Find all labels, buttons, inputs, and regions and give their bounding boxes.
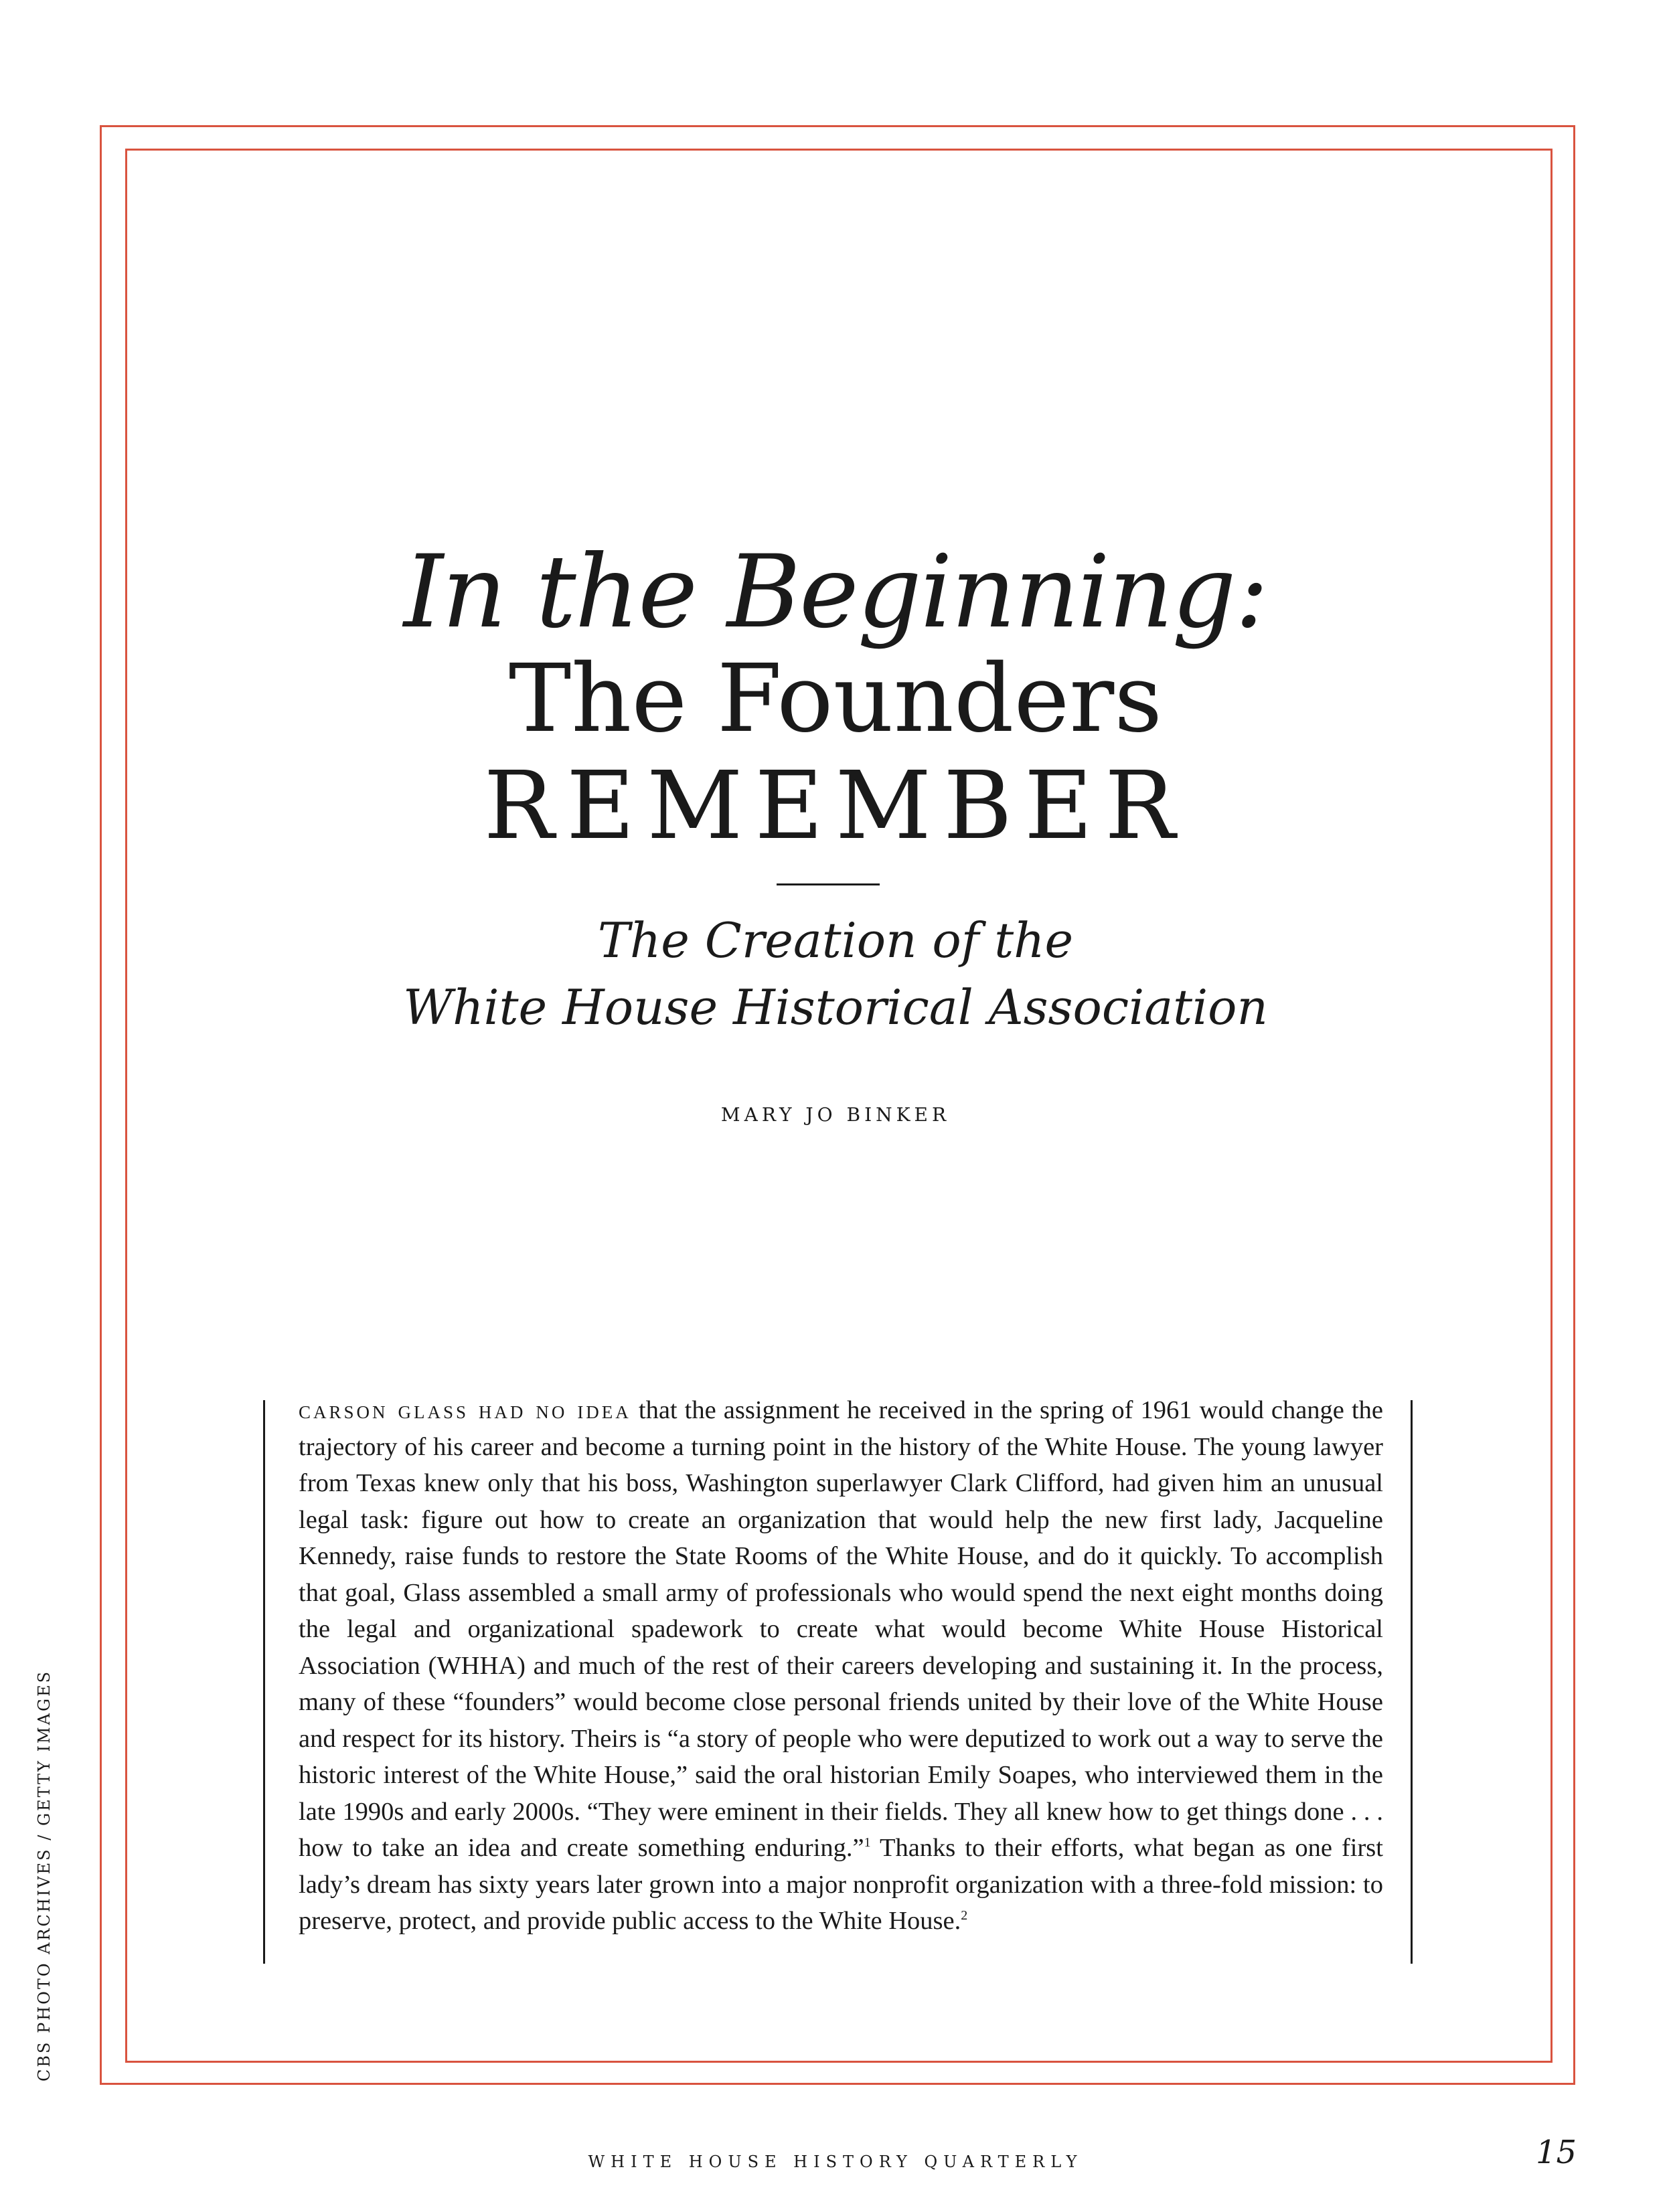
- author-byline: MARY JO BINKER: [720, 1104, 951, 1126]
- photo-credit: CBS PHOTO ARCHIVES / GETTY IMAGES: [35, 1669, 54, 2081]
- title-divider: [777, 883, 880, 885]
- title-line-3: REMEMBER: [483, 752, 1188, 861]
- subtitle-line-1: The Creation of the: [597, 912, 1074, 968]
- page-number: 15: [1536, 2134, 1577, 2171]
- footnote-marker-1: 1: [864, 1835, 871, 1851]
- subtitle-line-2: White House Historical Association: [403, 979, 1268, 1035]
- lead-in: carson glass had no idea: [299, 1396, 631, 1424]
- title-line-2: The Founders: [508, 645, 1163, 754]
- body-text-part-1: that the assignment he received in the spring of 1961 would change the trajectory of his career and become a turning point in the history of the White House. The young lawyer from Texas knew only that his boss, Washington superlawyer Clark Clifford, had given him an unusual legal task: figure out how to create an organization that would help the new first lady, Jacqueline Kennedy, raise funds to restore the State Rooms of the White House, and do it quickly. To accomplish that goal, Glass assembled a small army of professionals who would spend the next eight months doing the legal and organizational spadework to create what would become White House Historical Association (WHHA) and much of the rest of their careers developing and sustaining it. In the process, many of these “founders” would become close personal friends united by their love of the White House and respect for its history. Theirs is “a story of people who were deputized to work out a way to serve the historic interest of the White House,” said the oral historian Emily Soapes, who interviewed them in the late 1990s and early 2000s. “They were eminent in their fields. They all knew how to get things done . . . how to take an idea and create something enduring.”: [299, 1396, 1384, 1862]
- title-line-1: In the Beginning:: [403, 534, 1268, 651]
- body-text-part-2: Thanks to their efforts, what began as one first lady’s dream has sixty years later grown into a major nonprofit organization with a three-fold mission: to preserve, protect, and provide public access to the White House.: [299, 1834, 1383, 1935]
- footer-publication-title: WHITE HOUSE HISTORY QUARTERLY: [588, 2152, 1083, 2171]
- body-rule-right: [1411, 1400, 1413, 1964]
- body-rule-left: [263, 1400, 265, 1964]
- body-paragraph: [299, 1392, 1383, 1940]
- footnote-marker-2: 2: [961, 1908, 968, 1924]
